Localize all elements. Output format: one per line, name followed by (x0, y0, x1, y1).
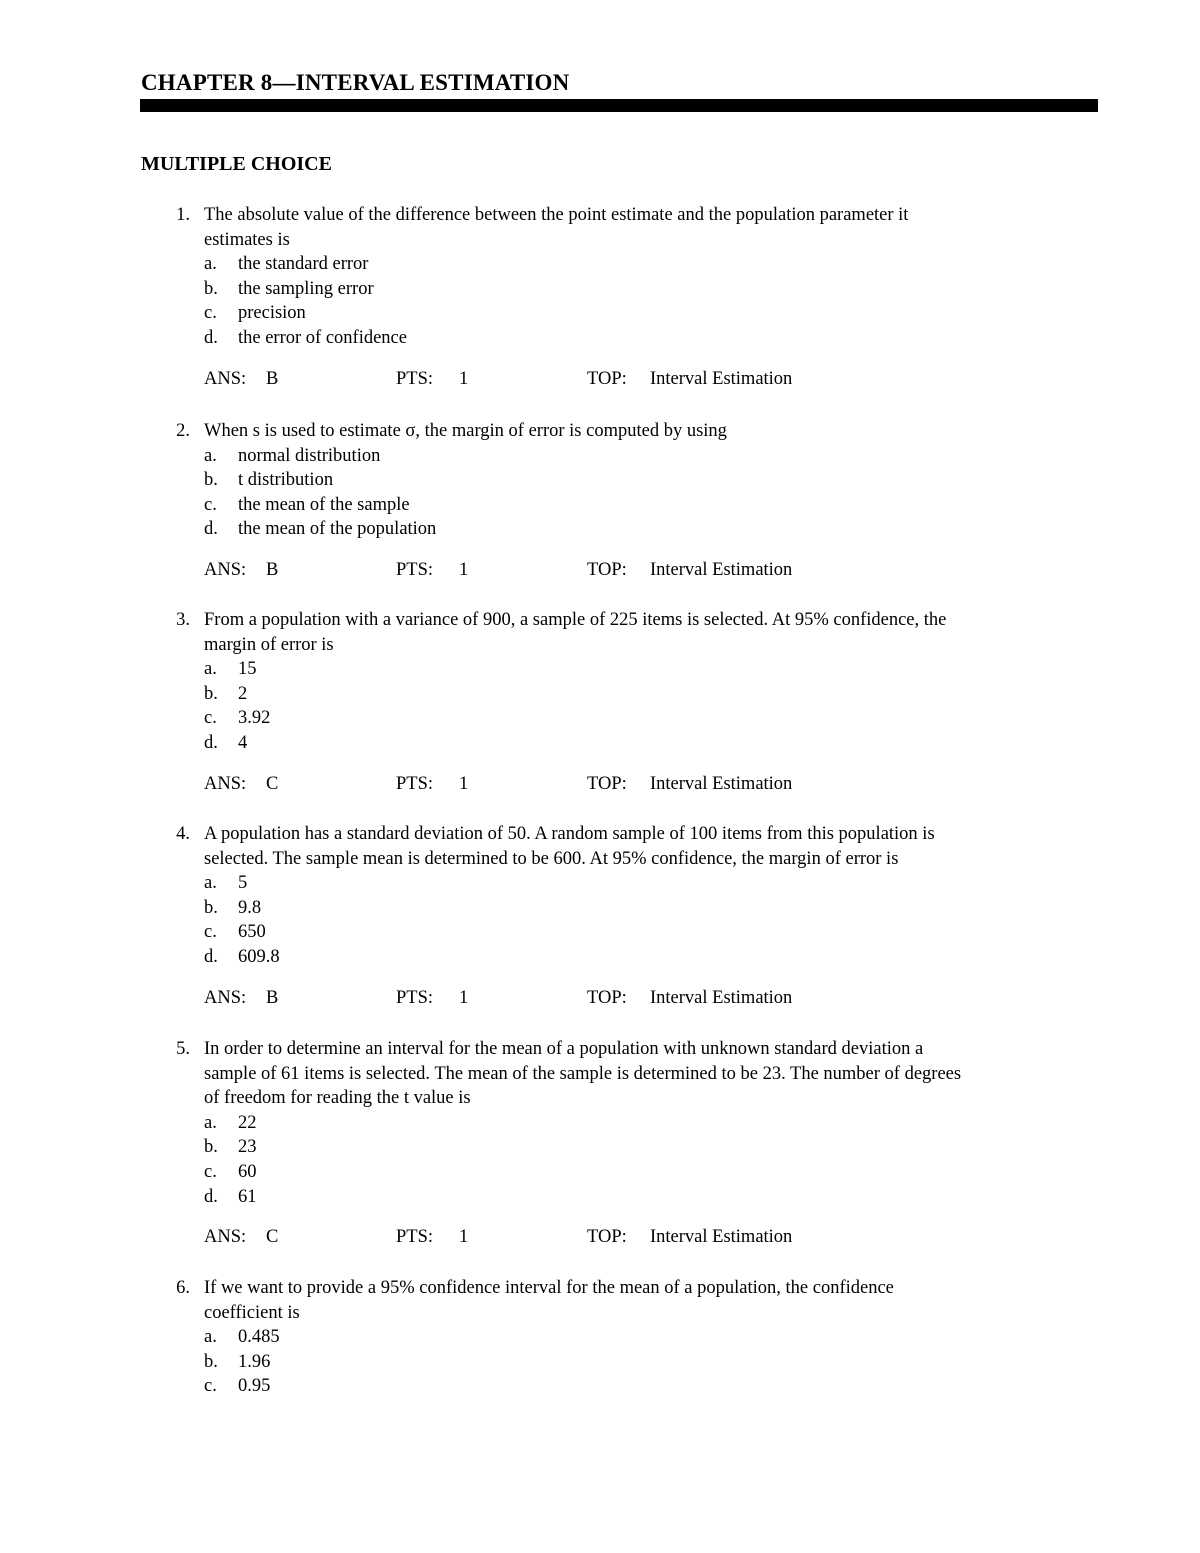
choice-text: 61 (238, 1186, 257, 1207)
choice-text: 23 (238, 1137, 257, 1158)
answer-choice (0, 1325, 900, 1350)
choice-text: t distribution (238, 470, 334, 491)
choice-letter: b. (204, 683, 218, 704)
answer-choice (0, 945, 900, 970)
question-text (204, 203, 1094, 252)
choice-text: 4 (238, 733, 248, 753)
choice-text: precision (238, 303, 306, 324)
question-text (204, 1276, 1094, 1325)
ans-label: ANS: (204, 1227, 247, 1248)
question-number: 4. (176, 824, 190, 844)
choice-letter: a. (204, 1112, 217, 1133)
question-text-line: of freedom for reading the t value is (204, 1088, 471, 1109)
section-title: MULTIPLE CHOICE (141, 153, 332, 175)
question-text-line: If we want to provide a 95% confidence interval for the mean of a population, the confidence (204, 1278, 894, 1298)
pts-label: PTS: (396, 773, 434, 794)
top-label: TOP: (587, 987, 627, 1008)
choice-letter: d. (204, 1186, 218, 1207)
points-value: 1 (459, 560, 469, 580)
answer-choice (0, 896, 900, 921)
question-number: 1. (176, 205, 190, 225)
choice-text: the sampling error (238, 278, 374, 299)
choice-text: the mean of the sample (238, 494, 410, 515)
choice-text: 1.96 (238, 1351, 271, 1372)
choice-letter: c. (204, 1376, 217, 1397)
answer-choice (0, 468, 900, 493)
question-number: 5. (176, 1039, 190, 1059)
choice-letter: c. (204, 708, 217, 729)
title-rule (140, 99, 1098, 112)
ans-label: ANS: (204, 368, 247, 389)
answer-choice (0, 493, 900, 518)
question-text-line: sample of 61 items is selected. The mean of the sample is determined to be 23. The number of degrees (204, 1063, 962, 1084)
question-text-line: selected. The sample mean is determined to be 600. At 95% confidence, the margin of error is (204, 848, 899, 869)
choice-letter: d. (204, 733, 218, 753)
points-value: 1 (459, 368, 469, 389)
choice-text: normal distribution (238, 445, 381, 466)
answer-value: B (266, 560, 279, 580)
choice-text: the standard error (238, 254, 369, 275)
answer-choice (0, 444, 900, 469)
points-value: 1 (459, 987, 469, 1008)
topic-value: Interval Estimation (650, 368, 793, 389)
choice-text: 0.485 (238, 1327, 280, 1348)
choice-text: the error of confidence (238, 328, 407, 348)
answer-choice (0, 657, 900, 682)
answer-choice (0, 682, 900, 707)
answer-value: B (266, 987, 279, 1008)
question-text (204, 419, 1094, 444)
choice-letter: d. (204, 947, 218, 967)
question-text (204, 822, 1094, 871)
answer-choice (0, 1111, 900, 1136)
question-text-line: margin of error is (204, 634, 334, 655)
answer-meta (0, 558, 1000, 583)
choice-letter: b. (204, 470, 218, 491)
topic-value: Interval Estimation (650, 773, 793, 794)
answer-choice (0, 252, 900, 277)
answer-choice (0, 731, 900, 756)
answer-choice (0, 1374, 900, 1399)
choice-text: 60 (238, 1162, 257, 1182)
answer-choice (0, 1160, 900, 1185)
answer-value: C (266, 773, 279, 794)
choice-letter: b. (204, 897, 218, 918)
points-value: 1 (459, 1227, 469, 1248)
answer-choice (0, 1350, 900, 1375)
choice-letter: a. (204, 445, 217, 466)
choice-letter: a. (204, 254, 217, 275)
choice-letter: c. (204, 922, 217, 943)
answer-choice (0, 920, 900, 945)
question-number: 6. (176, 1278, 190, 1298)
choice-letter: a. (204, 1327, 217, 1348)
question-text-line: The absolute value of the difference between the point estimate and the population parameter it (204, 205, 909, 225)
choice-text: 22 (238, 1112, 257, 1133)
choice-letter: b. (204, 1137, 218, 1158)
question-text (204, 1037, 1094, 1111)
choice-letter: d. (204, 519, 218, 540)
answer-meta (0, 772, 1000, 797)
answer-choice (0, 277, 900, 302)
answer-choice (0, 1185, 900, 1210)
answer-choice (0, 871, 900, 896)
question-text-line: coefficient is (204, 1302, 300, 1323)
top-label: TOP: (587, 368, 627, 389)
topic-value: Interval Estimation (650, 560, 793, 580)
choice-letter: a. (204, 659, 217, 680)
choice-text: the mean of the population (238, 519, 437, 540)
choice-letter: d. (204, 328, 218, 348)
choice-text: 3.92 (238, 708, 271, 729)
question-text-line: When s is used to estimate σ, the margin of error is computed by using (204, 421, 727, 441)
top-label: TOP: (587, 560, 627, 580)
answer-meta (0, 986, 1000, 1011)
question-text-line: estimates is (204, 229, 290, 250)
pts-label: PTS: (396, 368, 434, 389)
question-number: 2. (176, 421, 190, 441)
question-text-line: A population has a standard deviation of 50. A random sample of 100 items from this population is (204, 824, 935, 844)
answer-choice (0, 517, 900, 542)
choice-text: 15 (238, 659, 257, 680)
answer-choice (0, 301, 900, 326)
choice-text: 0.95 (238, 1376, 271, 1397)
choice-text: 609.8 (238, 947, 280, 967)
choice-letter: b. (204, 1351, 218, 1372)
ans-label: ANS: (204, 773, 247, 794)
choice-text: 650 (238, 922, 266, 943)
choice-letter: c. (204, 494, 217, 515)
answer-choice (0, 706, 900, 731)
ans-label: ANS: (204, 560, 247, 580)
question-text (204, 608, 1094, 657)
pts-label: PTS: (396, 987, 434, 1008)
answer-value: B (266, 368, 279, 389)
points-value: 1 (459, 773, 469, 794)
choice-letter: a. (204, 873, 217, 894)
choice-text: 5 (238, 873, 248, 894)
chapter-title: CHAPTER 8—INTERVAL ESTIMATION (141, 70, 570, 95)
choice-letter: c. (204, 303, 217, 324)
choice-letter: c. (204, 1162, 217, 1182)
choice-letter: b. (204, 278, 218, 299)
topic-value: Interval Estimation (650, 987, 793, 1008)
pts-label: PTS: (396, 560, 434, 580)
top-label: TOP: (587, 773, 627, 794)
answer-meta (0, 1225, 1000, 1250)
pts-label: PTS: (396, 1227, 434, 1248)
answer-choice (0, 1135, 900, 1160)
answer-value: C (266, 1227, 279, 1248)
question-number: 3. (176, 610, 190, 630)
answer-choice (0, 326, 900, 351)
answer-meta (0, 367, 1000, 392)
top-label: TOP: (587, 1227, 627, 1248)
topic-value: Interval Estimation (650, 1227, 793, 1248)
choice-text: 9.8 (238, 897, 262, 918)
ans-label: ANS: (204, 987, 247, 1008)
choice-text: 2 (238, 683, 248, 704)
question-text-line: From a population with a variance of 900, a sample of 225 items is selected. At 95% confidence, the (204, 610, 947, 630)
question-text-line: In order to determine an interval for the mean of a population with unknown standard deviation a (204, 1039, 924, 1059)
